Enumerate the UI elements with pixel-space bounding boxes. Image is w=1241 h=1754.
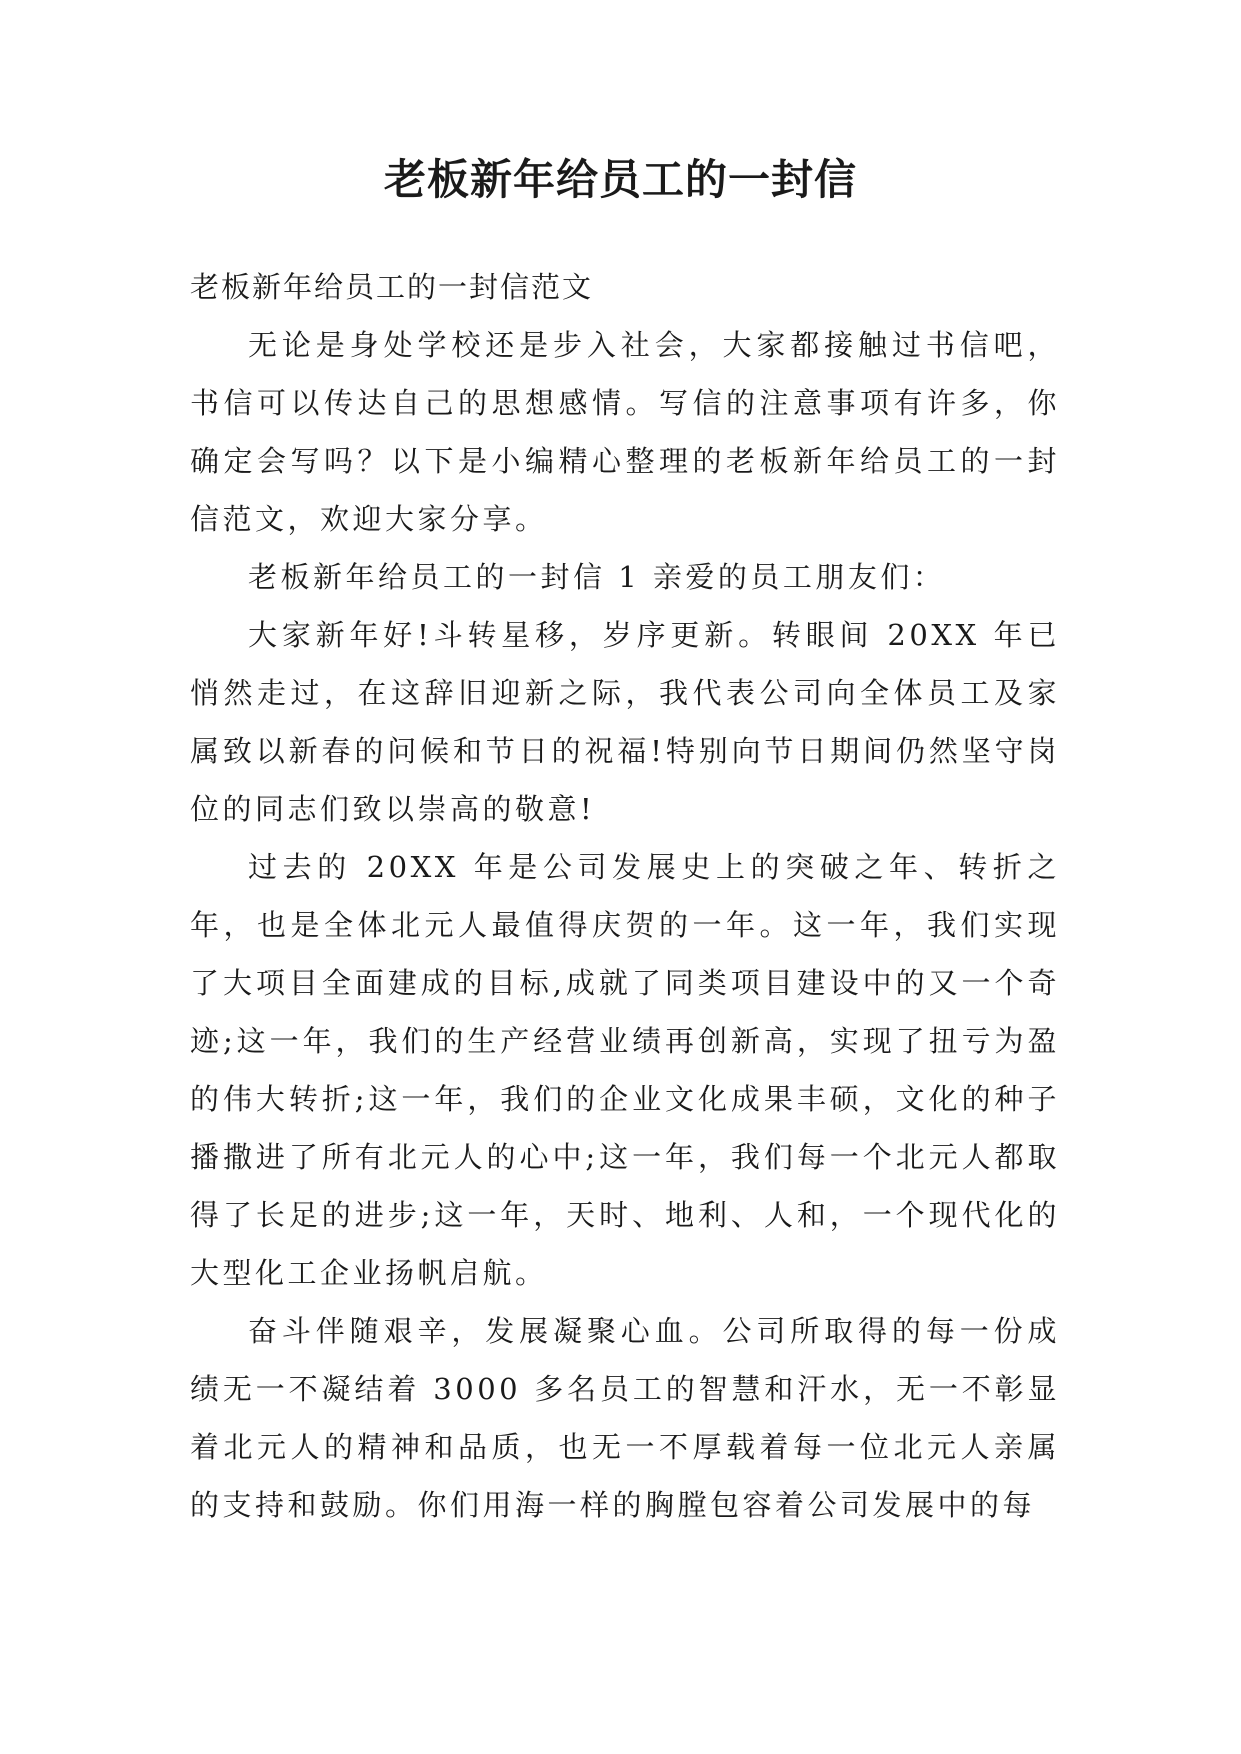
paragraph-review: 过去的 20XX 年是公司发展史上的突破之年、转折之年，也是全体北元人最值得庆贺的一年。这一年，我们实现了大项目全面建成的目标,成就了同类项目建设中的又一个奇迹;这一年，我们的生产经营业绩再创新高，实现了扭亏为盈的伟大转折;这一年，我们的企业文化成果丰硕，文化的种子播撒进了所有北元人的心中;这一年，我们每一个北元人都取得了长足的进步;这一年，天时、地利、人和，一个现代化的大型化工企业扬帆启航。 bbox=[190, 850, 1060, 1290]
document-subtitle: 老板新年给员工的一封信范文 bbox=[190, 270, 594, 304]
paragraph-greeting: 大家新年好!斗转星移，岁序更新。转眼间 20XX 年已悄然走过，在这辞旧迎新之际，我代表公司向全体员工及家属致以新春的问候和节日的祝福!特别向节日期间仍然坚守岗位的同志们致以崇高的敬意! bbox=[190, 618, 1060, 826]
paragraph-salutation: 老板新年给员工的一封信 1 亲爱的员工朋友们： bbox=[248, 560, 946, 594]
paragraph-thanks: 奋斗伴随艰辛，发展凝聚心血。公司所取得的每一份成绩无一不凝结着 3000 多名员工的智慧和汗水，无一不彰显着北元人的精神和品质，也无一不厚载着每一位北元人亲属的支持和鼓励。你们用海一样的胸膛包容着公司发展中的每 bbox=[190, 1314, 1060, 1522]
document-title: 老板新年给员工的一封信 bbox=[383, 155, 857, 204]
document-body bbox=[190, 258, 1060, 1534]
paragraph-intro: 无论是身处学校还是步入社会，大家都接触过书信吧，书信可以传达自己的思想感情。写信的注意事项有许多，你确定会写吗？以下是小编精心整理的老板新年给员工的一封信范文，欢迎大家分享。 bbox=[190, 328, 1060, 536]
